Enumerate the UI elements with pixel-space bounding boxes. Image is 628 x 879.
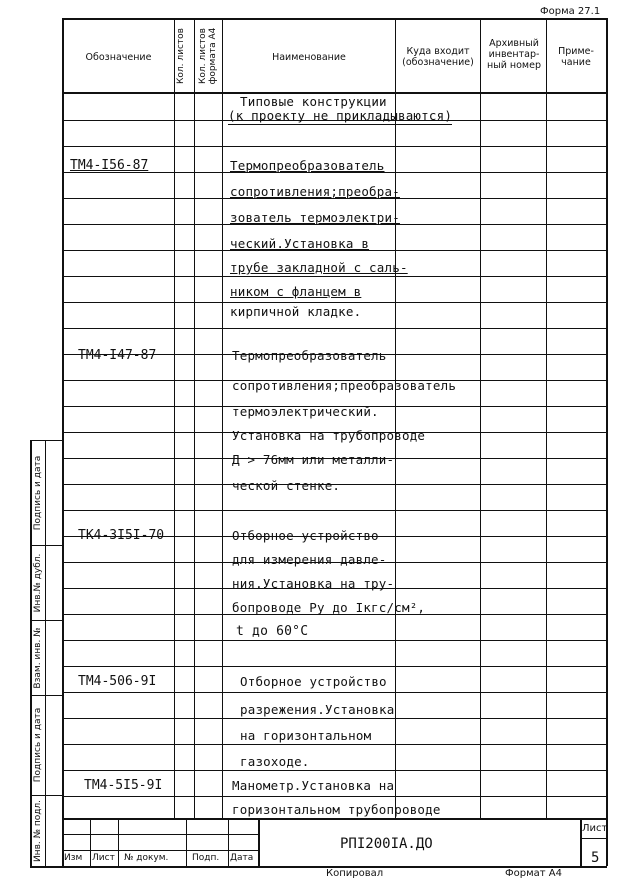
frame-top bbox=[62, 18, 607, 20]
item-name-3-line-3: ния.Установка на тру- bbox=[232, 576, 395, 591]
typical-constructions-note: (к проекту не прикладываются) bbox=[228, 108, 453, 123]
side-label-podpis-data-1: Подпись и дата bbox=[33, 455, 43, 531]
stamp-v-1 bbox=[90, 818, 91, 866]
col-header-kol-listov: Кол. листов bbox=[176, 28, 186, 84]
document-code: РПI200IA.ДО bbox=[340, 836, 433, 852]
item-name-3-line-2: для измерения давле- bbox=[232, 552, 387, 567]
item-code-2: ТМ4-I47-87 bbox=[78, 348, 157, 363]
col-header-primechanie: Приме-чание bbox=[558, 46, 594, 68]
row-line bbox=[62, 692, 607, 693]
item-name-1-line-4: ческий.Установка в bbox=[230, 236, 370, 251]
item-name-1-line-7: кирпичной кладке. bbox=[230, 304, 362, 319]
item-name-5-line-1: Манометр.Установка на bbox=[232, 778, 395, 793]
item-code-4: ТМ4-506-9I bbox=[78, 674, 157, 689]
item-name-4-line-2: разрежения.Установка bbox=[240, 702, 395, 717]
col-header-oboznachenie: Обозначение bbox=[85, 52, 152, 63]
stamp-v-5 bbox=[258, 818, 260, 866]
side-label-inv-dubl: Инв.№ дубл. bbox=[33, 553, 43, 613]
item-name-2-line-5: Д > 76мм или металли- bbox=[232, 452, 395, 467]
sheet-label: Лист bbox=[582, 823, 608, 834]
item-name-2-line-1: Термопреобразователь bbox=[232, 348, 387, 363]
col-line-3 bbox=[222, 18, 223, 818]
item-name-1-line-5: трубе закладной с саль- bbox=[230, 260, 408, 275]
item-name-3-line-5: t до 60°C bbox=[236, 624, 309, 639]
item-name-2-line-3: термоэлектрический. bbox=[232, 404, 379, 419]
item-code-3: ТК4-3I5I-70 bbox=[78, 528, 165, 543]
item-name-1-line-2: сопротивления;преобра- bbox=[230, 184, 400, 199]
row-line bbox=[62, 276, 607, 277]
col-header-naimenovanie: Наименование bbox=[272, 52, 346, 63]
stamp-v-4 bbox=[228, 818, 229, 866]
col-header-arhivnyi: Архивный инвентар-ный номер bbox=[487, 38, 541, 71]
side-strip-top bbox=[30, 440, 63, 441]
side-strip-inner bbox=[45, 440, 46, 867]
item-name-4-line-1: Отборное устройство bbox=[240, 674, 387, 689]
row-line bbox=[62, 146, 607, 147]
item-name-3-line-1: Отборное устройство bbox=[232, 528, 379, 543]
row-line bbox=[62, 718, 607, 719]
side-label-vzam-inv: Взам. инв. № bbox=[33, 627, 43, 689]
stamp-col-izm: Изм bbox=[64, 853, 83, 863]
col-line-6 bbox=[546, 18, 547, 818]
row-line bbox=[62, 328, 607, 329]
item-name-1-line-3: зователь термоэлектри- bbox=[230, 210, 400, 225]
side-label-inv-podl: Инв. № подл. bbox=[33, 799, 43, 863]
stamp-col-list: Лист bbox=[92, 853, 115, 863]
item-name-4-line-3: на горизонтальном bbox=[240, 728, 372, 743]
item-name-2-line-4: Установка на трубопроводе bbox=[232, 428, 426, 443]
item-name-2-line-6: ческой стенке. bbox=[232, 478, 341, 493]
row-line bbox=[62, 796, 607, 797]
side-label-podpis-data-2: Подпись и дата bbox=[33, 707, 43, 783]
stamp-col-nomer-dokum: № докум. bbox=[124, 853, 169, 863]
item-name-4-line-4: газоходе. bbox=[240, 754, 310, 769]
stamp-col-data: Дата bbox=[230, 853, 254, 863]
stamp-top bbox=[62, 818, 607, 820]
sheet-number: 5 bbox=[591, 850, 600, 866]
item-name-2-line-2: сопротивления;преобразователь bbox=[232, 378, 457, 393]
stamp-v-3 bbox=[186, 818, 187, 866]
typical-constructions-title: Типовые конструкции bbox=[240, 94, 387, 109]
col-header-kuda-vhodit: Куда входит (обозначение) bbox=[402, 46, 474, 68]
item-name-5-line-2: горизонтальном трубопроводе bbox=[232, 802, 441, 817]
item-name-3-line-4: бопроводе Ру до Iкгс/см², bbox=[232, 600, 426, 615]
row-line bbox=[62, 510, 607, 511]
col-header-kol-listov-a4: Кол. листов формата А4 bbox=[198, 27, 218, 85]
col-line-2 bbox=[194, 18, 195, 818]
row-line bbox=[62, 640, 607, 641]
col-line-5 bbox=[480, 18, 481, 818]
col-line-4 bbox=[395, 18, 396, 818]
item-name-1-line-1: Термопреобразователь bbox=[230, 158, 385, 173]
footer-copied: Копировал bbox=[326, 868, 384, 879]
item-code-5: ТМ4-5I5-9I bbox=[84, 778, 163, 793]
col-line-1 bbox=[174, 18, 175, 818]
item-name-1-line-6: ником с фланцем в bbox=[230, 284, 362, 299]
row-line bbox=[62, 666, 607, 667]
form-label: Форма 27.1 bbox=[540, 6, 601, 17]
stamp-sheet-sep bbox=[580, 838, 607, 839]
row-line bbox=[62, 744, 607, 745]
row-line bbox=[62, 770, 607, 771]
footer-format: Формат А4 bbox=[505, 868, 562, 879]
stamp-col-podp: Подп. bbox=[192, 853, 220, 863]
row-line bbox=[62, 302, 607, 303]
stamp-v-2 bbox=[118, 818, 119, 866]
item-code-1: ТМ4-I56-87 bbox=[70, 158, 149, 173]
